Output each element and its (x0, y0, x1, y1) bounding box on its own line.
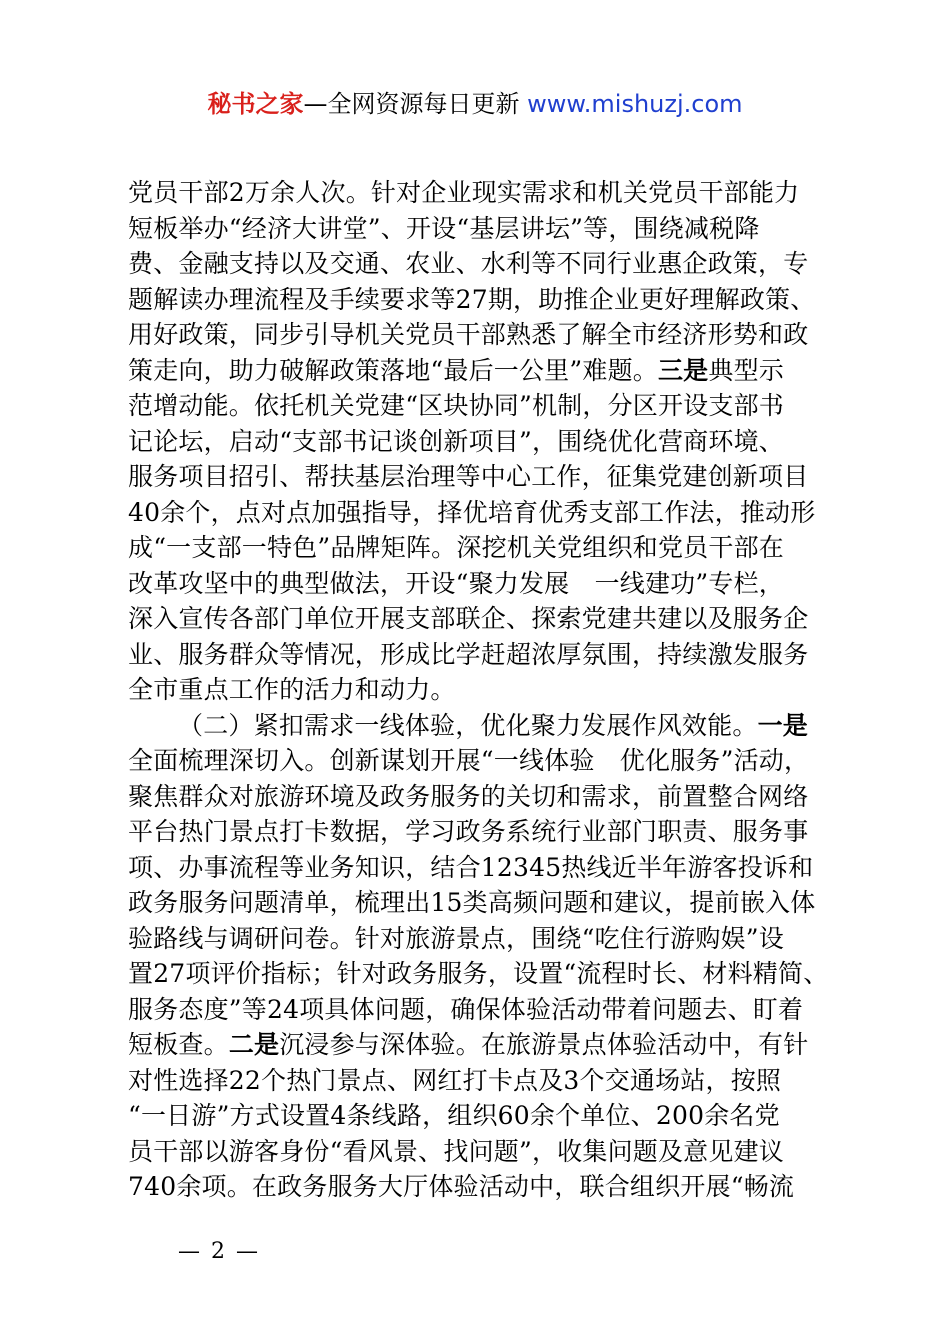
text-line: 深入宣传各部门单位开展支部联企、探索党建共建以及服务企 (128, 604, 809, 633)
text-line: 40余个，点对点加强指导，择优培育优秀支部工作法，推动形 (128, 497, 816, 527)
text-segment: 策走向，助力破解政策落地“最后一公里”难题。 (128, 355, 658, 385)
text-line: “一日游”方式设置4条线路，组织60余个单位、200余名党 (128, 1101, 780, 1130)
text-line: 员干部以游客身份“看风景、找问题”，收集问题及意见建议 (128, 1136, 784, 1166)
text-segment: 短板查。 (128, 1030, 229, 1059)
point-label-two: 二是 (228, 1030, 280, 1059)
point-label-one: 一是 (757, 710, 809, 740)
text-line: 验路线与调研问卷。针对旅游景点，围绕“吃住行游购娱”设 (128, 923, 784, 953)
section-heading-line (128, 708, 848, 744)
text-line: 740余项。在政务服务大厅体验活动中，联合组织开展“畅流 (128, 1172, 795, 1201)
text-line: 记论坛，启动“支部书记谈创新项目”，围绕优化营商环境、 (128, 426, 784, 456)
text-line: 党员干部2万余人次。针对企业现实需求和机关党员干部能力 (128, 178, 800, 207)
page-number: — 2 — (178, 1239, 260, 1264)
text-line: 成“一支部一特色”品牌矩阵。深挖机关党组织和党员干部在 (128, 533, 784, 562)
text-line: 聚焦群众对旅游环境及政务服务的关切和需求，前置整合网络 (128, 781, 809, 811)
text-line: 费、金融支持以及交通、农业、水利等不同行业惠企政策，专 (128, 249, 809, 278)
text-line: 题解读办理流程及手续要求等27期，助推企业更好理解政策、 (128, 284, 816, 314)
text-line: 业、服务群众等情况，形成比学赶超浓厚氛围，持续激发服务 (128, 639, 809, 669)
text-segment: 沉浸参与深体验。在旅游景点体验活动中，有针 (279, 1030, 809, 1059)
text-line: 用好政策，同步引导机关党员干部熟悉了解全市经济形势和政 (128, 320, 809, 349)
brand-name: 秘书之家 (207, 90, 304, 118)
text-line (128, 353, 848, 389)
point-label-three: 三是 (657, 355, 709, 385)
header-tagline: —全网资源每日更新 (303, 90, 528, 118)
text-line: 全面梳理深切入。创新谋划开展“一线体验 优化服务”活动， (128, 746, 810, 775)
text-line: 对性选择22个热门景点、网红打卡点及3个交通场站，按照 (128, 1065, 782, 1095)
text-line: 政务服务问题清单，梳理出15类高频问题和建议，提前嵌入体 (128, 888, 816, 917)
text-segment: 典型示 (708, 355, 784, 385)
text-line: 项、办事流程等业务知识，结合12345热线近半年游客投诉和 (128, 852, 814, 882)
text-line: 平台热门景点打卡数据，学习政务系统行业部门职责、服务事 (128, 817, 809, 846)
site-url[interactable]: www.mishuzj.com (527, 90, 743, 118)
site-header (0, 88, 950, 120)
section-heading: （二）紧扣需求一线体验，优化聚力发展作风效能。 (178, 710, 758, 740)
text-line: 服务项目招引、帮扶基层治理等中心工作，征集党建创新项目 (128, 462, 809, 491)
text-line: 置27项评价指标；针对政务服务，设置“流程时长、材料精简、 (128, 959, 829, 988)
text-line (128, 1027, 848, 1063)
text-line: 短板举办“经济大讲堂”、开设“基层讲坛”等，围绕减税降 (128, 213, 760, 243)
text-line: 改革攻坚中的典型做法，开设“聚力发展 一线建功”专栏， (128, 568, 784, 598)
text-line: 范增动能。依托机关党建“区块协同”机制，分区开设支部书 (128, 391, 784, 420)
text-line: 服务态度”等24项具体问题，确保体验活动带着问题去、盯着 (128, 994, 804, 1024)
document-body (128, 175, 848, 1205)
text-line: 全市重点工作的活力和动力。 (128, 675, 456, 704)
